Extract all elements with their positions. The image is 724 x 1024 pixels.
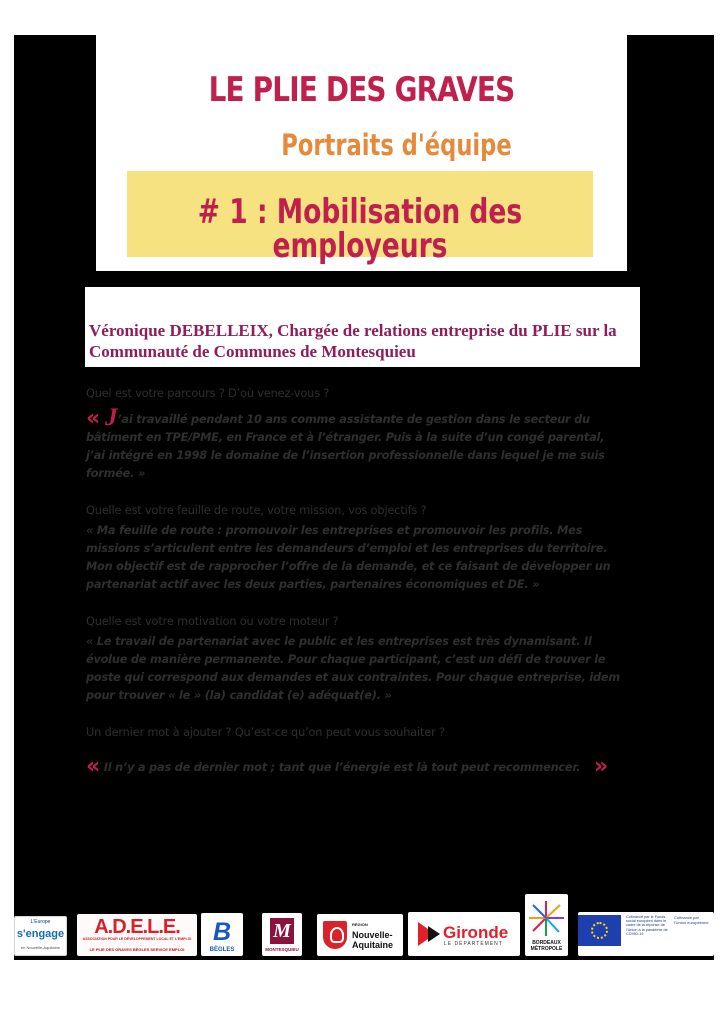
begles-logo	[201, 913, 243, 956]
answer-3: « Le travail de partenariat avec le public et les entreprises est très dynamisant. Il évolue de manière permanente. Pour chaque participant, c’est un défi de trouver le poste qui correspond aux demandes et aux contraintes. Pour chaque entreprise, idem pour trouver « le » (la) candidat (e) adéquat(e). »	[86, 635, 620, 702]
begles-letter: B	[212, 918, 232, 946]
gironde-sub-text: LE DÉPARTEMENT	[444, 941, 503, 947]
montesquieu-letter: M	[270, 918, 294, 944]
european-union-logo	[578, 912, 714, 956]
nouvelle-aquitaine-main-text: Nouvelle-Aquitaine	[352, 930, 394, 950]
answer-1	[86, 404, 621, 483]
bordeaux-metropole-logo	[525, 894, 568, 956]
lion-icon	[330, 927, 344, 943]
europe-engage-logo	[14, 916, 67, 956]
person-card	[85, 287, 640, 367]
europe-engage-main-text: s'engage	[16, 928, 65, 940]
answer-4	[86, 754, 621, 779]
partner-logo-strip	[14, 894, 714, 958]
opening-quote-mark: «	[86, 406, 101, 431]
question-1: Quel est votre parcours ? D’où venez-vous ?	[86, 387, 330, 400]
interview-content	[86, 386, 621, 777]
topic-band	[127, 171, 593, 266]
starburst-icon	[525, 897, 568, 940]
gironde-logo	[408, 912, 520, 956]
europe-engage-top-text: L'Europe	[30, 919, 51, 925]
adele-main-text: A.D.E.L.E.	[94, 916, 180, 938]
adele-logo	[77, 914, 197, 956]
question-2: Quelle est votre feuille de route, votre mission, vos objectifs ?	[86, 504, 427, 517]
europe-engage-bottom-text: en Nouvelle-Aquitaine	[20, 945, 61, 950]
nouvelle-aquitaine-logo	[317, 914, 403, 956]
question-4: Un dernier mot à ajouter ? Qu’est-ce qu’on peut vous souhaiter ?	[86, 726, 445, 739]
eu-flag-icon	[578, 915, 621, 946]
montesquieu-logo	[262, 913, 302, 956]
dropped-initial: J	[105, 404, 118, 431]
question-3: Quelle est votre motivation ou votre moteur ?	[86, 615, 339, 628]
final-closing-quote-mark: »	[593, 754, 608, 779]
gironde-main-text: Gironde	[443, 923, 509, 942]
header-subtitle: Portraits d'équipe	[281, 128, 512, 162]
begles-name: BÈGLES	[209, 947, 235, 953]
answer-2: « Ma feuille de route : promouvoir les entreprises et promouvoir les profils. Mes missions s’articulent entre les demandeurs d’emploi et les entreprises du territoire. Mon objectif est de rapprocher l’offre de la demande, et ce faisant de développer un partenariat actif avec les deux parties, partenaires économiques et DE. »	[86, 524, 611, 591]
answer-1-text: ’ai travaillé pendant 10 ans comme assistante de gestion dans le secteur du bâtiment en TPE/PME, en France et à l’étranger. Puis à la suite d’un congé parental, j’ai intégré en 1998 le domaine de l’insertion professionnelle dans lequel je me suis formée. »	[86, 413, 605, 480]
adele-bottom-text: LE PLIE DES GRAVES BÈGLES SERVICE EMPLOI	[89, 947, 185, 952]
eu-star-ring-icon	[591, 922, 608, 939]
nouvelle-aquitaine-small-text: RÉGION	[352, 922, 368, 927]
gironde-dark-arrow-icon	[428, 926, 440, 942]
answer-4-text: Il n’y a pas de dernier mot ; tant que l’énergie est là tout peut recommencer.	[103, 761, 581, 774]
adele-description-text: ASSOCIATION POUR LE DÉVELOPPEMENT LOCAL ET L'EMPLOI	[82, 937, 192, 941]
person-name-title: Véronique DEBELLEIX, Chargée de relations entreprise du PLIE sur la Communauté de Communes de Montesquieu	[89, 321, 617, 361]
bordeaux-metropole-name: BORDEAUX MÉTROPOLE	[530, 940, 563, 952]
final-opening-quote-mark: «	[86, 754, 101, 779]
topic-title: # 1 : Mobilisation des employeurs	[197, 192, 523, 266]
montesquieu-name: MONTESQUIEU	[265, 947, 299, 952]
eu-right-text: Cofinancé par l'Union européenne	[674, 915, 709, 925]
header-title: LE PLIE DES GRAVES	[208, 70, 515, 110]
header-card	[96, 35, 627, 271]
eu-left-text: Cofinancé par le Fonds social européen dans le cadre de la réponse de l'Union à la pandémie de COVID-19	[626, 915, 668, 936]
